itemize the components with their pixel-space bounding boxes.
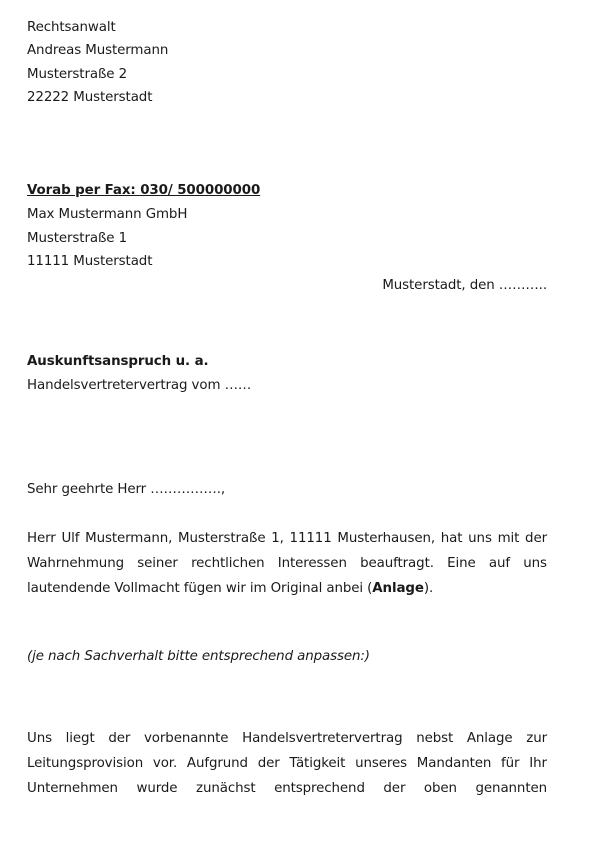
word: Unternehmen xyxy=(27,781,118,796)
word: Wahrnehmung xyxy=(27,556,124,571)
paragraph-1-line-1 xyxy=(27,530,547,555)
word: Mandanten xyxy=(416,756,492,771)
word: der xyxy=(108,731,131,746)
word: nebst xyxy=(416,731,454,746)
word: auf xyxy=(488,556,510,571)
fax-note: Vorab per Fax: 030/ 500000000 xyxy=(27,183,261,198)
word: Aufgrund xyxy=(186,756,248,771)
recipient-company: Max Mustermann GmbH xyxy=(27,207,188,222)
recipient-street: Musterstraße 1 xyxy=(27,231,127,246)
word: oben xyxy=(423,781,457,796)
paragraph-1-line-2 xyxy=(27,555,547,580)
word: Leitungsprovision xyxy=(27,756,144,771)
word: uns xyxy=(468,531,492,546)
word: Musterstraße xyxy=(178,531,266,546)
word: zur xyxy=(526,731,547,746)
word: wurde xyxy=(136,781,178,796)
word: beauftragt. xyxy=(360,556,434,571)
subject-reference: Handelsvertretervertrag vom …… xyxy=(27,378,252,393)
word: Musterhausen, xyxy=(337,531,436,546)
paragraph-2-line-3 xyxy=(27,780,547,805)
paragraph-2 xyxy=(27,730,547,805)
word: für xyxy=(501,756,520,771)
word: liegt xyxy=(65,731,95,746)
word: entsprechend xyxy=(274,781,365,796)
word: der xyxy=(383,781,406,796)
word: Tätigkeit xyxy=(289,756,346,771)
word: unseres xyxy=(355,756,407,771)
word: Handelsvertretervertrag xyxy=(242,731,403,746)
word: Eine xyxy=(447,556,476,571)
word: Uns xyxy=(27,731,52,746)
sender-title: Rechtsanwalt xyxy=(27,20,116,35)
paragraph-1 xyxy=(27,530,547,605)
word: Anlage xyxy=(466,731,513,746)
salutation: Sehr geehrte Herr ……………., xyxy=(27,482,226,497)
word: der xyxy=(257,756,280,771)
word: der xyxy=(525,531,547,546)
word: seiner xyxy=(137,556,178,571)
subject-title: Auskunftsanspruch u. a. xyxy=(27,354,209,369)
word: 1, xyxy=(271,531,284,546)
word: Ihr xyxy=(529,756,547,771)
recipient-city: 11111 Musterstadt xyxy=(27,254,153,269)
paragraph-1-line-3-text: lautendende Vollmacht fügen wir im Original anbei ( xyxy=(27,581,373,596)
word: 11111 xyxy=(289,531,332,546)
word: hat xyxy=(440,531,463,546)
word: Herr xyxy=(27,531,56,546)
word: rechtlichen xyxy=(191,556,265,571)
paragraph-1-line-3 xyxy=(27,580,547,605)
word: genannten xyxy=(475,781,547,796)
word: vorbenannte xyxy=(143,731,229,746)
paragraph-2-line-2 xyxy=(27,755,547,780)
word: Interessen xyxy=(277,556,347,571)
sender-street: Musterstraße 2 xyxy=(27,67,127,82)
word: zunächst xyxy=(196,781,256,796)
word: uns xyxy=(523,556,547,571)
sender-name: Andreas Mustermann xyxy=(27,43,169,58)
attachment-label: Anlage xyxy=(372,581,424,596)
word: mit xyxy=(497,531,520,546)
word: Mustermann, xyxy=(85,531,173,546)
word: Ulf xyxy=(61,531,80,546)
instruction-note: (je nach Sachverhalt bitte entsprechend anpassen:) xyxy=(27,649,370,664)
paragraph-1-line-3-end: ). xyxy=(423,581,434,596)
paragraph-2-line-1 xyxy=(27,730,547,755)
sender-city: 22222 Musterstadt xyxy=(27,90,153,105)
word: vor. xyxy=(152,756,178,771)
date-line: Musterstadt, den ……….. xyxy=(382,278,547,293)
